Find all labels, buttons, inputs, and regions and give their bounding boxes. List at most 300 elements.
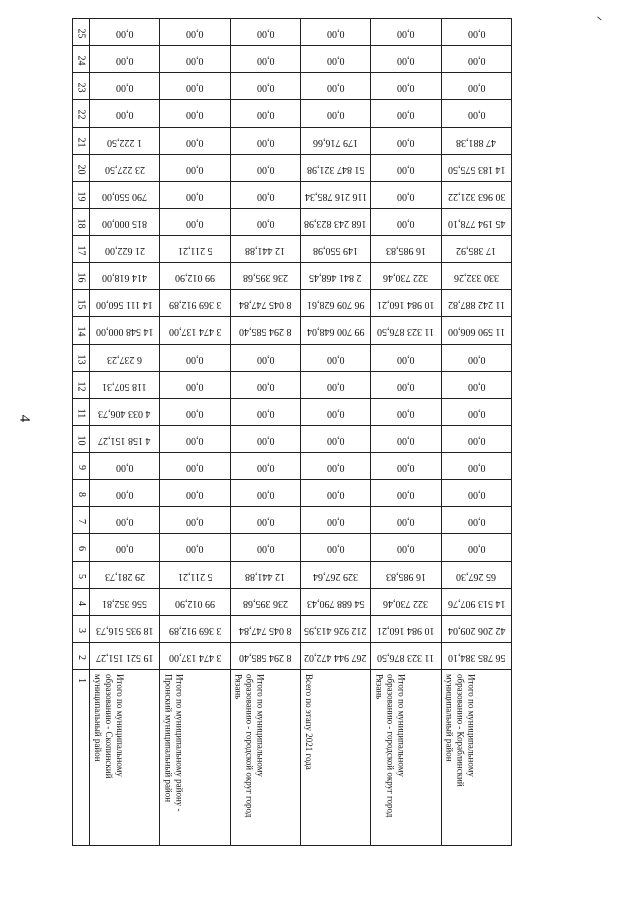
cell-value: 267 944 472,02: [304, 651, 367, 663]
table-cell: [441, 127, 511, 154]
table-row: [73, 480, 512, 507]
table-row: [73, 290, 512, 317]
table-cell: [160, 263, 230, 290]
table-cell: [230, 507, 300, 534]
column-index: 24: [75, 55, 87, 66]
cell-value: 329 267,64: [313, 570, 359, 582]
cell-value: 56 785 384,10: [447, 651, 506, 663]
column-index: 4: [75, 600, 87, 606]
table-cell: [371, 236, 441, 263]
cell-value: 0,00: [256, 543, 275, 555]
cell-value: 790 550,00: [102, 190, 148, 202]
table-cell: [441, 453, 511, 480]
cell-value: 0,00: [256, 489, 275, 501]
cell-value: 0,00: [186, 462, 204, 474]
cell-value: 0,00: [467, 489, 486, 501]
column-index: 16: [75, 272, 87, 283]
cell-value: 11 242 887,82: [447, 299, 505, 311]
table-cell: [90, 642, 160, 669]
table-cell: [300, 425, 370, 452]
table-cell: [371, 398, 441, 425]
page-number: 4: [16, 414, 33, 423]
cell-value: 0,00: [467, 380, 486, 392]
rotated-data-table: [72, 18, 512, 846]
cell-value: 16 985,83: [385, 245, 426, 257]
table-cell: [90, 46, 160, 73]
table-cell: [441, 534, 511, 561]
cell-value: 0,00: [397, 543, 415, 555]
cell-value: 0,00: [256, 82, 275, 94]
cell-value: 0,00: [115, 109, 134, 121]
table-cell: [371, 615, 441, 642]
table-cell: [371, 208, 441, 235]
column-index: 8: [75, 492, 87, 498]
cell-value: 12 441,88: [245, 570, 286, 582]
table-cell: [90, 100, 160, 127]
row-label: Итого по муниципальному образованию - Кораблинский муниципальный район: [444, 674, 477, 787]
table-cell: [371, 480, 441, 507]
cell-value: 0,00: [467, 353, 486, 365]
table-row: [73, 181, 512, 208]
table-cell: [90, 534, 160, 561]
column-index: 23: [75, 82, 87, 93]
table-cell: [90, 425, 160, 452]
cell-value: 0,00: [467, 28, 486, 40]
column-index-cell: [73, 398, 90, 425]
table-cell: [230, 19, 300, 46]
cell-value: 0,00: [326, 434, 345, 446]
table-row: [73, 534, 512, 561]
table-cell: [90, 290, 160, 317]
cell-value: 0,00: [397, 434, 415, 446]
column-index-cell: [73, 181, 90, 208]
cell-value: 99 012,90: [174, 272, 215, 284]
table-cell: [441, 154, 511, 181]
cell-value: 0,00: [115, 462, 134, 474]
cell-value: 815 000,00: [102, 217, 148, 229]
table-cell: [160, 398, 230, 425]
table-row: [73, 73, 512, 100]
table-cell: [371, 73, 441, 100]
cell-value: 0,00: [397, 55, 415, 67]
column-index-cell: [73, 507, 90, 534]
table-cell: [300, 290, 370, 317]
row-label: Итого по муниципальному району - Пронский муниципальный район: [163, 674, 185, 812]
table-cell: [441, 317, 511, 344]
cell-value: 8 045 747,84: [239, 624, 292, 636]
cell-value: 0,00: [326, 462, 345, 474]
cell-value: 236 395,68: [242, 272, 288, 284]
table-cell: [90, 480, 160, 507]
cell-value: 0,00: [326, 109, 345, 121]
cell-value: 0,00: [467, 462, 486, 474]
table-row: [73, 561, 512, 588]
table-cell: [230, 154, 300, 181]
cell-value: 0,00: [186, 380, 204, 392]
table-cell: [300, 208, 370, 235]
table-cell: [230, 480, 300, 507]
column-index-cell: [73, 588, 90, 615]
table-cell: [441, 507, 511, 534]
table-cell: [160, 154, 230, 181]
table-cell: [300, 534, 370, 561]
table-cell: [441, 371, 511, 398]
table-cell: [90, 670, 160, 846]
cell-value: 0,00: [186, 82, 204, 94]
table-row: [73, 371, 512, 398]
table-cell: [160, 19, 230, 46]
table-cell: [160, 507, 230, 534]
cell-value: 30 963 321,22: [447, 190, 506, 202]
cell-value: 0,00: [397, 28, 415, 40]
column-index: 10: [75, 435, 87, 446]
column-index-cell: [73, 154, 90, 181]
cell-value: 19 521 151,27: [95, 651, 154, 663]
table-cell: [441, 398, 511, 425]
cell-value: 51 847 321,98: [306, 163, 365, 175]
cell-value: 414 618,00: [102, 272, 148, 284]
cell-value: 0,00: [256, 516, 275, 528]
table-cell: [230, 263, 300, 290]
table-cell: [300, 154, 370, 181]
table-cell: [90, 19, 160, 46]
table-cell: [441, 615, 511, 642]
table-cell: [300, 507, 370, 534]
table-cell: [160, 371, 230, 398]
column-index-cell: [73, 642, 90, 669]
cell-value: 4 033 406,73: [98, 407, 151, 419]
cell-value: 12 441,88: [245, 245, 286, 257]
cell-value: 0,00: [397, 407, 415, 419]
cell-value: 8 294 585,40: [239, 651, 292, 663]
column-index-cell: [73, 236, 90, 263]
table-cell: [230, 290, 300, 317]
cell-value: 65 267,30: [456, 570, 497, 582]
cell-value: 0,00: [186, 217, 204, 229]
cell-value: 0,00: [256, 109, 275, 121]
handwritten-mark: ᐟ: [590, 16, 604, 22]
table-cell: [441, 19, 511, 46]
cell-value: 0,00: [186, 489, 204, 501]
table-cell: [441, 46, 511, 73]
column-index-cell: [73, 127, 90, 154]
cell-value: 14 513 907,76: [447, 597, 506, 609]
table-cell: [90, 398, 160, 425]
cell-value: 10 984 160,21: [377, 299, 435, 311]
cell-value: 14 183 575,50: [447, 163, 506, 175]
cell-value: 118 507,31: [102, 380, 147, 392]
cell-value: 0,00: [256, 353, 275, 365]
cell-value: 0,00: [256, 462, 275, 474]
table-cell: [90, 154, 160, 181]
cell-value: 14 111 560,00: [96, 299, 154, 311]
column-index: 17: [75, 245, 87, 256]
cell-value: 0,00: [186, 55, 204, 67]
table-cell: [300, 670, 370, 846]
cell-value: 3 474 137,00: [168, 326, 222, 338]
cell-value: 0,00: [326, 380, 345, 392]
cell-value: 11 590 606,00: [447, 326, 505, 338]
cell-value: 179 716,66: [313, 136, 359, 148]
table-row: [73, 642, 512, 669]
column-index: 25: [75, 28, 87, 39]
cell-value: 29 281,73: [104, 570, 145, 582]
table-cell: [441, 670, 511, 846]
table-cell: [90, 317, 160, 344]
table-cell: [371, 561, 441, 588]
table-row: [73, 670, 512, 846]
table-cell: [371, 154, 441, 181]
table-cell: [230, 236, 300, 263]
cell-value: 0,00: [397, 82, 415, 94]
cell-value: 0,00: [467, 516, 486, 528]
cell-value: 5 211,21: [177, 570, 213, 582]
table-cell: [160, 317, 230, 344]
cell-value: 322 730,46: [383, 597, 429, 609]
table-cell: [441, 561, 511, 588]
cell-value: 0,00: [186, 543, 204, 555]
cell-value: 17 385,92: [456, 245, 497, 257]
table-row: [73, 46, 512, 73]
table-cell: [90, 73, 160, 100]
cell-value: 330 332,26: [453, 272, 499, 284]
table-cell: [230, 100, 300, 127]
table-cell: [230, 534, 300, 561]
table-cell: [230, 73, 300, 100]
table-cell: [300, 263, 370, 290]
table-cell: [90, 344, 160, 371]
cell-value: 0,00: [256, 407, 275, 419]
table-cell: [371, 453, 441, 480]
table-cell: [300, 453, 370, 480]
cell-value: 0,00: [326, 516, 345, 528]
table-cell: [230, 670, 300, 846]
cell-value: 0,00: [397, 136, 415, 148]
table-cell: [441, 181, 511, 208]
cell-value: 0,00: [186, 136, 204, 148]
table-cell: [441, 236, 511, 263]
table-cell: [441, 208, 511, 235]
cell-value: 5 211,21: [177, 245, 213, 257]
table-cell: [230, 371, 300, 398]
column-index-cell: [73, 290, 90, 317]
column-index-cell: [73, 534, 90, 561]
cell-value: 212 926 413,95: [304, 624, 367, 636]
cell-value: 10 984 160,21: [377, 624, 435, 636]
cell-value: 236 395,68: [242, 597, 288, 609]
table-cell: [441, 290, 511, 317]
cell-value: 99 012,90: [174, 597, 215, 609]
cell-value: 0,00: [397, 163, 415, 175]
table-cell: [441, 100, 511, 127]
cell-value: 0,00: [397, 380, 415, 392]
table-cell: [300, 46, 370, 73]
table-cell: [300, 561, 370, 588]
cell-value: 0,00: [256, 55, 275, 67]
cell-value: 0,00: [256, 217, 275, 229]
table-row: [73, 507, 512, 534]
cell-value: 0,00: [256, 28, 275, 40]
column-index: 15: [75, 299, 87, 310]
table-row: [73, 236, 512, 263]
table-cell: [230, 127, 300, 154]
table-cell: [230, 398, 300, 425]
cell-value: 322 730,46: [383, 272, 429, 284]
table-cell: [230, 588, 300, 615]
table-row: [73, 127, 512, 154]
cell-value: 0,00: [256, 190, 275, 202]
cell-value: 4 158 151,27: [98, 434, 151, 446]
table-cell: [371, 425, 441, 452]
table-cell: [90, 127, 160, 154]
table-cell: [371, 100, 441, 127]
cell-value: 0,00: [397, 217, 415, 229]
row-label: Всего по этапу 2021 года: [303, 674, 314, 770]
table-cell: [371, 534, 441, 561]
table-cell: [300, 371, 370, 398]
table-row: [73, 154, 512, 181]
cell-value: 2 841 468,45: [309, 272, 362, 284]
table-cell: [160, 208, 230, 235]
table-cell: [230, 615, 300, 642]
table-cell: [441, 642, 511, 669]
column-index-cell: [73, 208, 90, 235]
table-cell: [441, 588, 511, 615]
table-cell: [371, 181, 441, 208]
table-cell: [230, 425, 300, 452]
column-index-cell: [73, 670, 90, 846]
table-cell: [300, 398, 370, 425]
row-label: Итого по муниципальному образованию - Скопинский муниципальный район: [93, 674, 125, 779]
table-cell: [300, 615, 370, 642]
column-index: 18: [75, 218, 87, 229]
table-row: [73, 453, 512, 480]
table-cell: [371, 127, 441, 154]
table-cell: [160, 670, 230, 846]
column-index-cell: [73, 317, 90, 344]
table-cell: [230, 208, 300, 235]
table-cell: [300, 236, 370, 263]
table-cell: [230, 453, 300, 480]
table-cell: [230, 561, 300, 588]
table-cell: [230, 181, 300, 208]
cell-value: 54 688 790,43: [306, 597, 365, 609]
cell-value: 6 237,23: [107, 353, 143, 365]
table-cell: [160, 181, 230, 208]
cell-value: 21 622,00: [104, 245, 145, 257]
table-cell: [90, 453, 160, 480]
table-cell: [371, 588, 441, 615]
table-cell: [371, 670, 441, 846]
cell-value: 11 323 876,50: [377, 326, 435, 338]
table-cell: [230, 642, 300, 669]
table-row: [73, 208, 512, 235]
column-index-cell: [73, 561, 90, 588]
table-cell: [160, 642, 230, 669]
column-index-cell: [73, 453, 90, 480]
table-cell: [300, 642, 370, 669]
data-table: [72, 18, 512, 846]
cell-value: 45 194 778,10: [447, 217, 506, 229]
cell-value: 0,00: [186, 353, 204, 365]
column-index: 2: [75, 654, 87, 660]
cell-value: 0,00: [115, 543, 134, 555]
table-cell: [371, 507, 441, 534]
cell-value: 96 709 628,61: [306, 299, 365, 311]
table-cell: [300, 344, 370, 371]
table-cell: [300, 181, 370, 208]
table-cell: [160, 561, 230, 588]
cell-value: 0,00: [467, 55, 486, 67]
cell-value: 0,00: [397, 462, 415, 474]
table-cell: [160, 46, 230, 73]
cell-value: 0,00: [326, 543, 345, 555]
table-cell: [160, 615, 230, 642]
cell-value: 0,00: [186, 109, 204, 121]
cell-value: 0,00: [467, 434, 486, 446]
table-cell: [160, 100, 230, 127]
cell-value: 0,00: [467, 407, 486, 419]
table-cell: [160, 480, 230, 507]
cell-value: 14 548 000,00: [95, 326, 154, 338]
table-cell: [441, 73, 511, 100]
table-cell: [230, 317, 300, 344]
table-cell: [300, 317, 370, 344]
table-cell: [371, 290, 441, 317]
column-index: 12: [75, 381, 87, 392]
column-index-cell: [73, 73, 90, 100]
table-row: [73, 398, 512, 425]
table-cell: [371, 642, 441, 669]
table-cell: [300, 127, 370, 154]
column-index: 6: [75, 546, 87, 552]
table-cell: [300, 588, 370, 615]
cell-value: 0,00: [326, 407, 345, 419]
table-cell: [90, 561, 160, 588]
cell-value: 0,00: [256, 380, 275, 392]
table-cell: [230, 46, 300, 73]
column-index-cell: [73, 263, 90, 290]
table-cell: [230, 344, 300, 371]
table-row: [73, 317, 512, 344]
cell-value: 1 222,50: [107, 136, 143, 148]
cell-value: 18 935 516,73: [95, 624, 154, 636]
column-index: 13: [75, 354, 87, 365]
table-cell: [300, 100, 370, 127]
table-cell: [371, 344, 441, 371]
cell-value: 0,00: [397, 489, 415, 501]
table-cell: [300, 19, 370, 46]
table-cell: [300, 480, 370, 507]
cell-value: 0,00: [115, 82, 134, 94]
cell-value: 3 474 137,00: [168, 651, 222, 663]
cell-value: 0,00: [186, 163, 204, 175]
cell-value: 0,00: [186, 190, 204, 202]
table-cell: [90, 208, 160, 235]
cell-value: 3 369 912,89: [168, 299, 222, 311]
cell-value: 0,00: [326, 28, 345, 40]
table-cell: [160, 290, 230, 317]
cell-value: 149 550,98: [313, 245, 359, 257]
cell-value: 8 294 585,40: [239, 326, 292, 338]
row-label: Итого по муниципальному образованию - городской округ город Рязань: [233, 674, 266, 818]
cell-value: 0,00: [115, 55, 134, 67]
table-row: [73, 19, 512, 46]
cell-value: 116 216 785,34: [304, 190, 367, 202]
table-cell: [160, 236, 230, 263]
cell-value: 99 700 648,04: [306, 326, 365, 338]
table-cell: [371, 371, 441, 398]
